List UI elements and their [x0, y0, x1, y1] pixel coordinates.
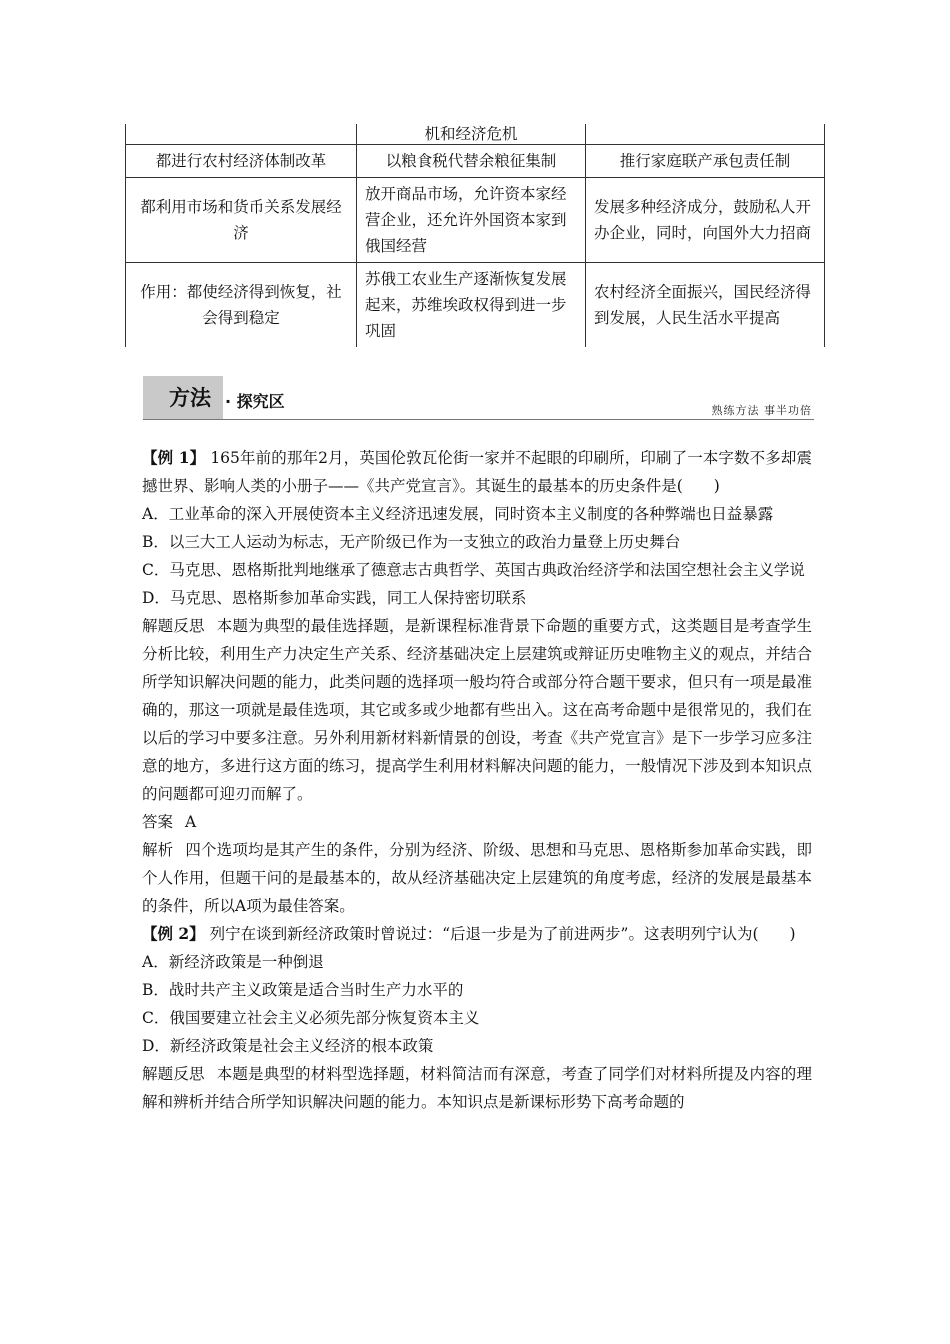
- table-cell: 机和经济危机: [357, 124, 586, 145]
- table-cell: 发展多种经济成分，鼓励私人开办企业，同时，向国外大力招商: [586, 178, 825, 263]
- section-header: [143, 376, 814, 420]
- option-a: A．工业革命的深入开展使资本主义经济迅速发展，同时资本主义制度的各种弊端也日益暴露: [142, 505, 774, 523]
- option-b: B．以三大工人运动为标志，无产阶级已作为一支独立的政治力量登上历史舞台: [142, 533, 681, 551]
- option-a: A．新经济政策是一种倒退: [142, 953, 324, 971]
- reflection-label: 解题反思: [142, 617, 205, 635]
- table-cell: 推行家庭联产承包责任制: [586, 145, 825, 178]
- option-b: B．战时共产主义政策是适合当时生产力水平的: [142, 981, 464, 999]
- example-tag: 【例 2】: [142, 924, 205, 943]
- answer-label: 答案: [142, 813, 174, 831]
- table-cell: [126, 124, 357, 145]
- table-cell: 都利用市场和货币关系发展经济: [126, 178, 357, 263]
- example-1-question: [142, 444, 812, 500]
- question-text: 165年前的那年2月，英国伦敦瓦伦街一家并不起眼的印刷所，印刷了一本字数不多却震撼世界、影响人类的小册子——《共产党宣言》。其诞生的最基本的历史条件是( ): [142, 449, 812, 495]
- table-cell: 农村经济全面振兴，国民经济得到发展，人民生活水平提高: [586, 263, 825, 348]
- example-2-question: [142, 920, 812, 948]
- example-tag: 【例 1】: [142, 448, 206, 467]
- table-row: [126, 124, 825, 145]
- section-divider: [143, 419, 814, 420]
- reflection-label: 解题反思: [142, 1065, 205, 1083]
- table-cell: 放开商品市场，允许资本家经营企业，还允许外国资本家到俄国经营: [357, 178, 586, 263]
- analysis-text: 四个选项均是其产生的条件，分别为经济、阶级、思想和马克思、恩格斯参加革命实践，即个人作用，但题干问的是最基本的，故从经济基础决定上层建筑的角度考虑，经济的发展是最基本的条件，所以A项为最佳答案。: [142, 841, 812, 915]
- table-row: [126, 145, 825, 178]
- table-cell: 以粮食税代替余粮征集制: [357, 145, 586, 178]
- analysis: [142, 836, 812, 920]
- table-cell: [586, 124, 825, 145]
- option-d: D．马克思、恩格斯参加革命实践，同工人保持密切联系: [142, 589, 527, 607]
- table-row: [126, 178, 825, 263]
- option-d: D．新经济政策是社会主义经济的根本政策: [142, 1037, 434, 1055]
- question-text: 列宁在谈到新经济政策时曾说过：“后退一步是为了前进两步”。这表明列宁认为( ): [209, 925, 796, 943]
- section-title: 方法: [169, 386, 211, 410]
- table-cell: 苏俄工农业生产逐渐恢复发展起来，苏维埃政权得到进一步巩固: [357, 263, 586, 348]
- table-cell: 都进行农村经济体制改革: [126, 145, 357, 178]
- option-c: C．俄国要建立社会主义必须先部分恢复资本主义: [142, 1009, 480, 1027]
- answer: [142, 808, 812, 836]
- reflection: [142, 612, 812, 808]
- comparison-table: [125, 124, 825, 347]
- table-row: [126, 263, 825, 348]
- analysis-label: 解析: [142, 841, 174, 859]
- reflection: [142, 1060, 812, 1116]
- answer-value: A: [185, 813, 197, 831]
- section-slogan: 熟练方法 事半功倍: [711, 404, 812, 417]
- reflection-text: 本题为典型的最佳选择题，是新课程标准背景下命题的重要方式，这类题目是考查学生分析比较，利用生产力决定生产关系、经济基础决定上层建筑或辩证历史唯物主义的观点，并结合所学知识解决问题的能力，此类问题的选择项一般均符合或部分符合题干要求，但只有一项是最准确的，那这一项就是最佳选项，其它或多或少地都有些出入。这在高考命题中是很常见的，我们在以后的学习中要多注意。另外利用新材料新情景的创设，考查《共产党宣言》是下一步学习应多注意的地方，多进行这方面的练习，提高学生利用材料解决问题的能力，一般情况下涉及到本知识点的问题都可迎刃而解了。: [142, 617, 812, 803]
- reflection-text: 本题是典型的材料型选择题，材料简洁而有深意，考查了同学们对材料所提及内容的理解和辨析并结合所学知识解决问题的能力。本知识点是新课标形势下高考命题的: [142, 1065, 812, 1111]
- table-cell: 作用：都使经济得到恢复，社会得到稳定: [126, 263, 357, 348]
- option-c: C．马克思、恩格斯批判地继承了德意志古典哲学、英国古典政治经济学和法国空想社会主义学说: [142, 561, 805, 579]
- section-subtitle: · 探究区: [225, 392, 285, 411]
- content: [142, 444, 812, 1116]
